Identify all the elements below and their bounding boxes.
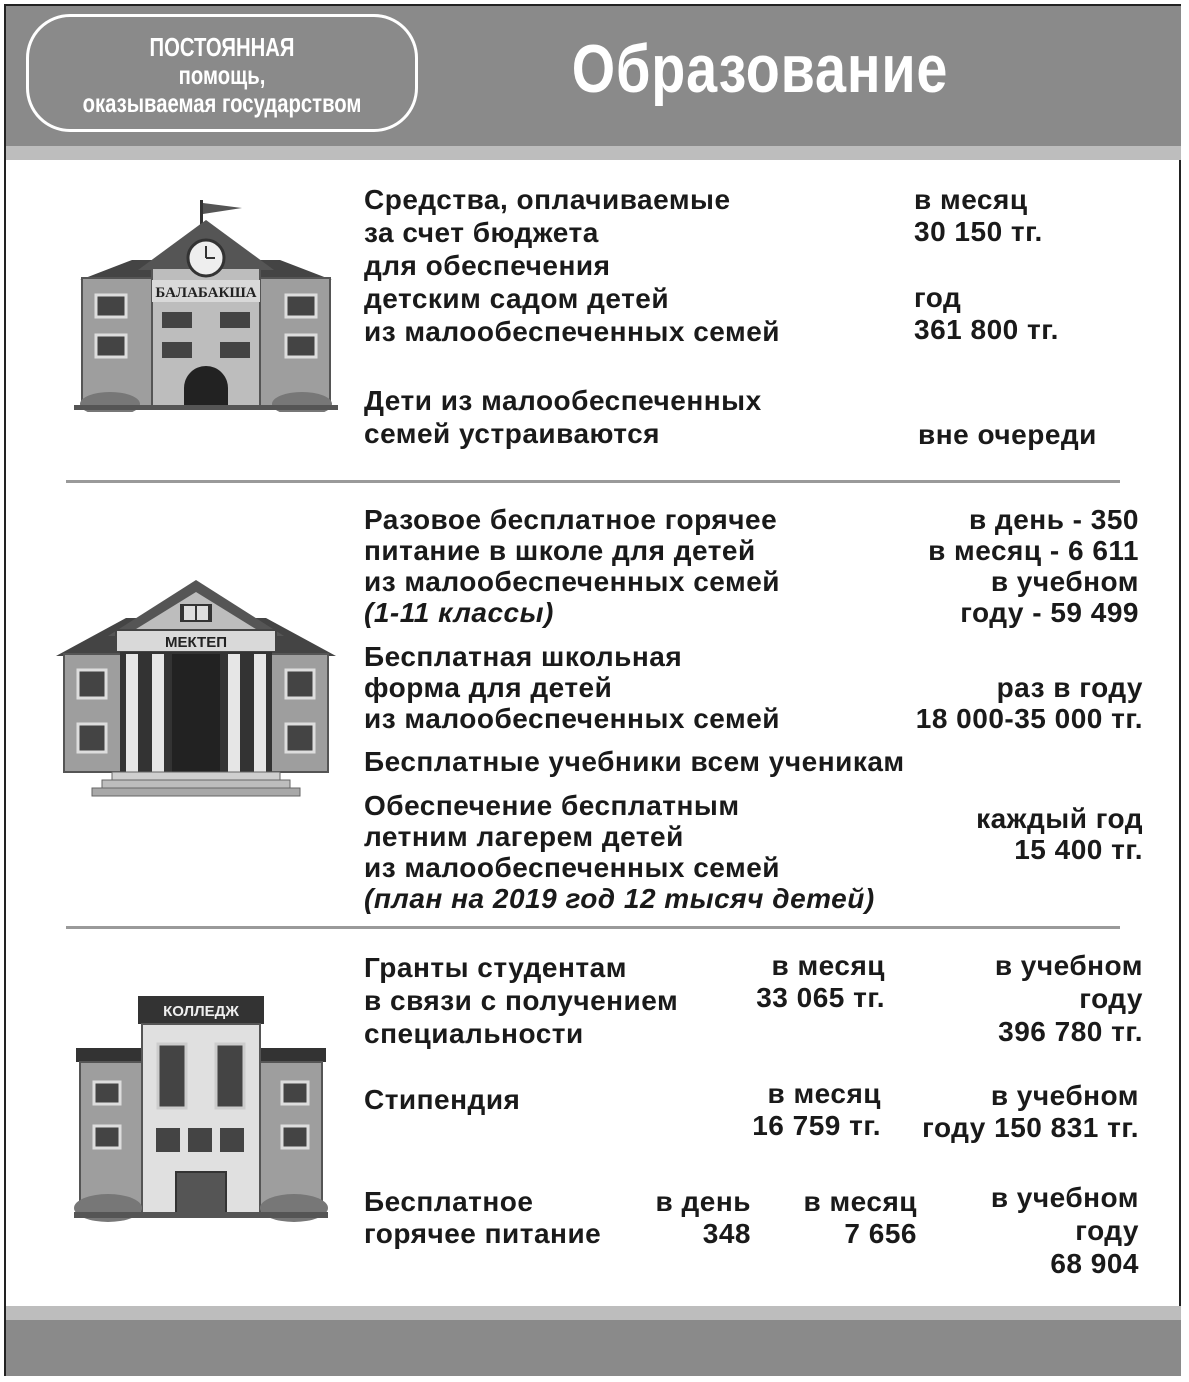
kg-funding-line-4: детским садом детей	[364, 283, 670, 314]
school-camp-line-1: Обеспечение бесплатным	[364, 790, 740, 821]
school-uniform-line-3: из малообеспеченных семей	[364, 703, 780, 734]
college-grants-line-1: Гранты студентам	[364, 952, 627, 983]
college-grants-year-label-2: году	[1079, 983, 1143, 1014]
kg-year-label: год	[914, 282, 962, 313]
school-meal-value-year: году - 59 499	[960, 597, 1139, 628]
college-grants-line-3: специальности	[364, 1018, 584, 1049]
kg-funding-line-1: Средства, оплачиваемые	[364, 184, 731, 215]
college-grants-year-value: 396 780 тг.	[998, 1016, 1143, 1047]
school-meal-note: (1-11 классы)	[364, 597, 554, 628]
school-building-icon	[56, 578, 336, 800]
college-stipend-year-label: в учебном	[990, 1080, 1139, 1111]
school-camp-line-2: летним лагерем детей	[364, 821, 684, 852]
school-uniform-amount: 18 000-35 000 тг.	[915, 703, 1143, 734]
page-title: Образование	[571, 31, 949, 107]
section-divider-2	[66, 926, 1120, 929]
college-meal-line-2: горячее питание	[364, 1218, 602, 1249]
footer-stripe	[6, 1306, 1181, 1320]
college-stipend-label: Стипендия	[364, 1084, 521, 1115]
school-meal-line-1: Разовое бесплатное горячее	[364, 504, 778, 535]
kindergarten-building-icon	[70, 200, 342, 412]
school-uniform-frequency: раз в году	[996, 672, 1143, 703]
college-meal-month-value: 7 656	[844, 1218, 917, 1249]
school-meal-line-3: из малообеспеченных семей	[364, 566, 780, 597]
badge-line-1: ПОСТОЯННАЯ	[149, 32, 295, 62]
school-meal-value-day: в день - 350	[968, 504, 1139, 535]
kg-month-value: 30 150 тг.	[914, 216, 1043, 247]
header-stripe	[6, 146, 1181, 160]
college-grants-line-2: в связи с получением	[364, 985, 679, 1016]
school-camp-amount: 15 400 тг.	[1014, 834, 1143, 865]
kg-funding-line-3: для обеспечения	[364, 250, 611, 281]
kg-queue-line-2: семей устраиваются	[364, 418, 660, 449]
school-camp-note: (план на 2019 год 12 тысяч детей)	[364, 883, 875, 914]
section-divider-1	[66, 480, 1120, 483]
kindergarten-sign: БАЛАБАКША	[155, 285, 257, 301]
kg-funding-line-5: из малообеспеченных семей	[364, 316, 780, 347]
college-meal-year-label: в учебном	[990, 1182, 1139, 1213]
college-grants-year-label: в учебном	[994, 950, 1143, 981]
kg-funding-line-2: за счет бюджета	[364, 217, 599, 248]
college-grants-month-label: в месяц	[771, 950, 885, 981]
college-grants-month-value: 33 065 тг.	[756, 982, 885, 1013]
kg-queue-value: вне очереди	[918, 419, 1097, 450]
footer-bar	[6, 1320, 1181, 1376]
kg-year-value: 361 800 тг.	[914, 314, 1059, 345]
college-meal-year-label-2: году	[1075, 1215, 1139, 1246]
school-uniform-line-1: Бесплатная школьная	[364, 641, 683, 672]
school-meal-value-year-label: в учебном	[990, 566, 1139, 597]
kg-queue-line-1: Дети из малообеспеченных	[364, 385, 762, 416]
kg-month-label: в месяц	[914, 184, 1028, 215]
college-meal-line-1: Бесплатное	[364, 1186, 534, 1217]
school-textbooks: Бесплатные учебники всем ученикам	[364, 746, 905, 777]
college-meal-day-value: 348	[702, 1218, 751, 1249]
badge-line-3: оказываемая государством	[82, 88, 362, 118]
college-meal-month-label: в месяц	[803, 1186, 917, 1217]
college-stipend-month-value: 16 759 тг.	[752, 1110, 881, 1141]
school-camp-line-3: из малообеспеченных семей	[364, 852, 780, 883]
college-meal-day-label: в день	[655, 1186, 751, 1217]
state-help-badge	[26, 14, 418, 132]
college-sign: КОЛЛЕДЖ	[163, 1003, 239, 1020]
school-sign: МЕКТЕП	[165, 634, 227, 651]
school-meal-line-2: питание в школе для детей	[364, 535, 756, 566]
college-meal-year-value: 68 904	[1050, 1248, 1139, 1279]
school-uniform-line-2: форма для детей	[364, 672, 613, 703]
college-building-icon	[72, 996, 330, 1222]
badge-line-2: помощь,	[178, 60, 266, 90]
college-stipend-month-label: в месяц	[767, 1078, 881, 1109]
school-camp-frequency: каждый год	[976, 803, 1143, 834]
school-meal-value-month: в месяц - 6 611	[928, 535, 1139, 566]
college-stipend-year-value: году 150 831 тг.	[922, 1112, 1139, 1143]
